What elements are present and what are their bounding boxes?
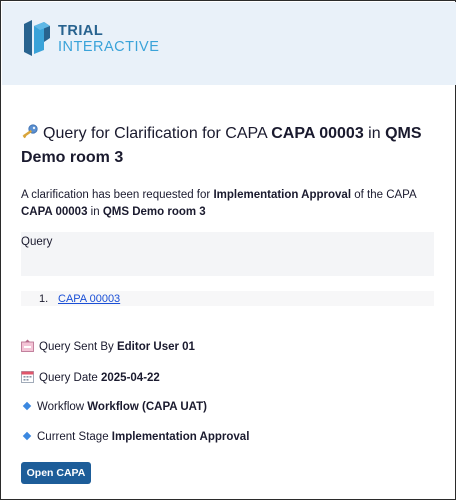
desc-part1: A clarification has been requested for	[21, 189, 214, 201]
date-label: Query Date	[39, 372, 101, 384]
query-sent-by	[21, 339, 195, 353]
current-stage-row	[21, 431, 249, 443]
stage-value: Implementation Approval	[111, 431, 250, 443]
open-capa-button[interactable]: Open CAPA	[21, 462, 91, 484]
desc-part2: of the CAPA	[351, 189, 417, 201]
capa-link[interactable]: CAPA 00003	[58, 293, 121, 305]
bullet-diamond-icon	[23, 402, 31, 410]
desc-part3: in	[87, 206, 103, 218]
desc-capa-id: CAPA 00003	[21, 206, 88, 218]
bullet-diamond-icon	[23, 432, 31, 440]
calendar-icon	[21, 370, 34, 383]
list-item-number: 1.	[39, 293, 49, 305]
logo-mark-icon	[22, 20, 52, 56]
header-banner	[2, 2, 456, 85]
query-label: Query	[21, 236, 53, 248]
description-text	[21, 187, 436, 221]
sent-by-value: Editor User 01	[116, 341, 195, 353]
logo-word-trial: TRIAL	[58, 23, 104, 39]
title-middle: in	[363, 125, 386, 142]
logo-word-interactive: INTERACTIVE	[58, 39, 160, 55]
title-room: QMS Demo room 3	[21, 125, 422, 166]
trial-interactive-logo	[22, 20, 162, 60]
query-box	[21, 232, 434, 276]
desc-stage: Implementation Approval	[213, 189, 352, 201]
stage-label: Current Stage	[37, 431, 112, 443]
query-date	[21, 370, 160, 384]
inbox-icon	[21, 339, 34, 352]
page-title	[21, 122, 441, 170]
sent-by-label: Query Sent By	[39, 341, 117, 353]
desc-room: QMS Demo room 3	[102, 206, 206, 218]
title-prefix: Query for Clarification for CAPA	[43, 125, 272, 142]
workflow-label: Workflow	[37, 401, 88, 413]
title-capa-id: CAPA 00003	[271, 125, 364, 142]
date-value: 2025-04-22	[101, 372, 160, 384]
workflow-value: Workflow (CAPA UAT)	[87, 401, 207, 413]
workflow-row	[21, 401, 207, 413]
key-icon	[21, 124, 39, 140]
